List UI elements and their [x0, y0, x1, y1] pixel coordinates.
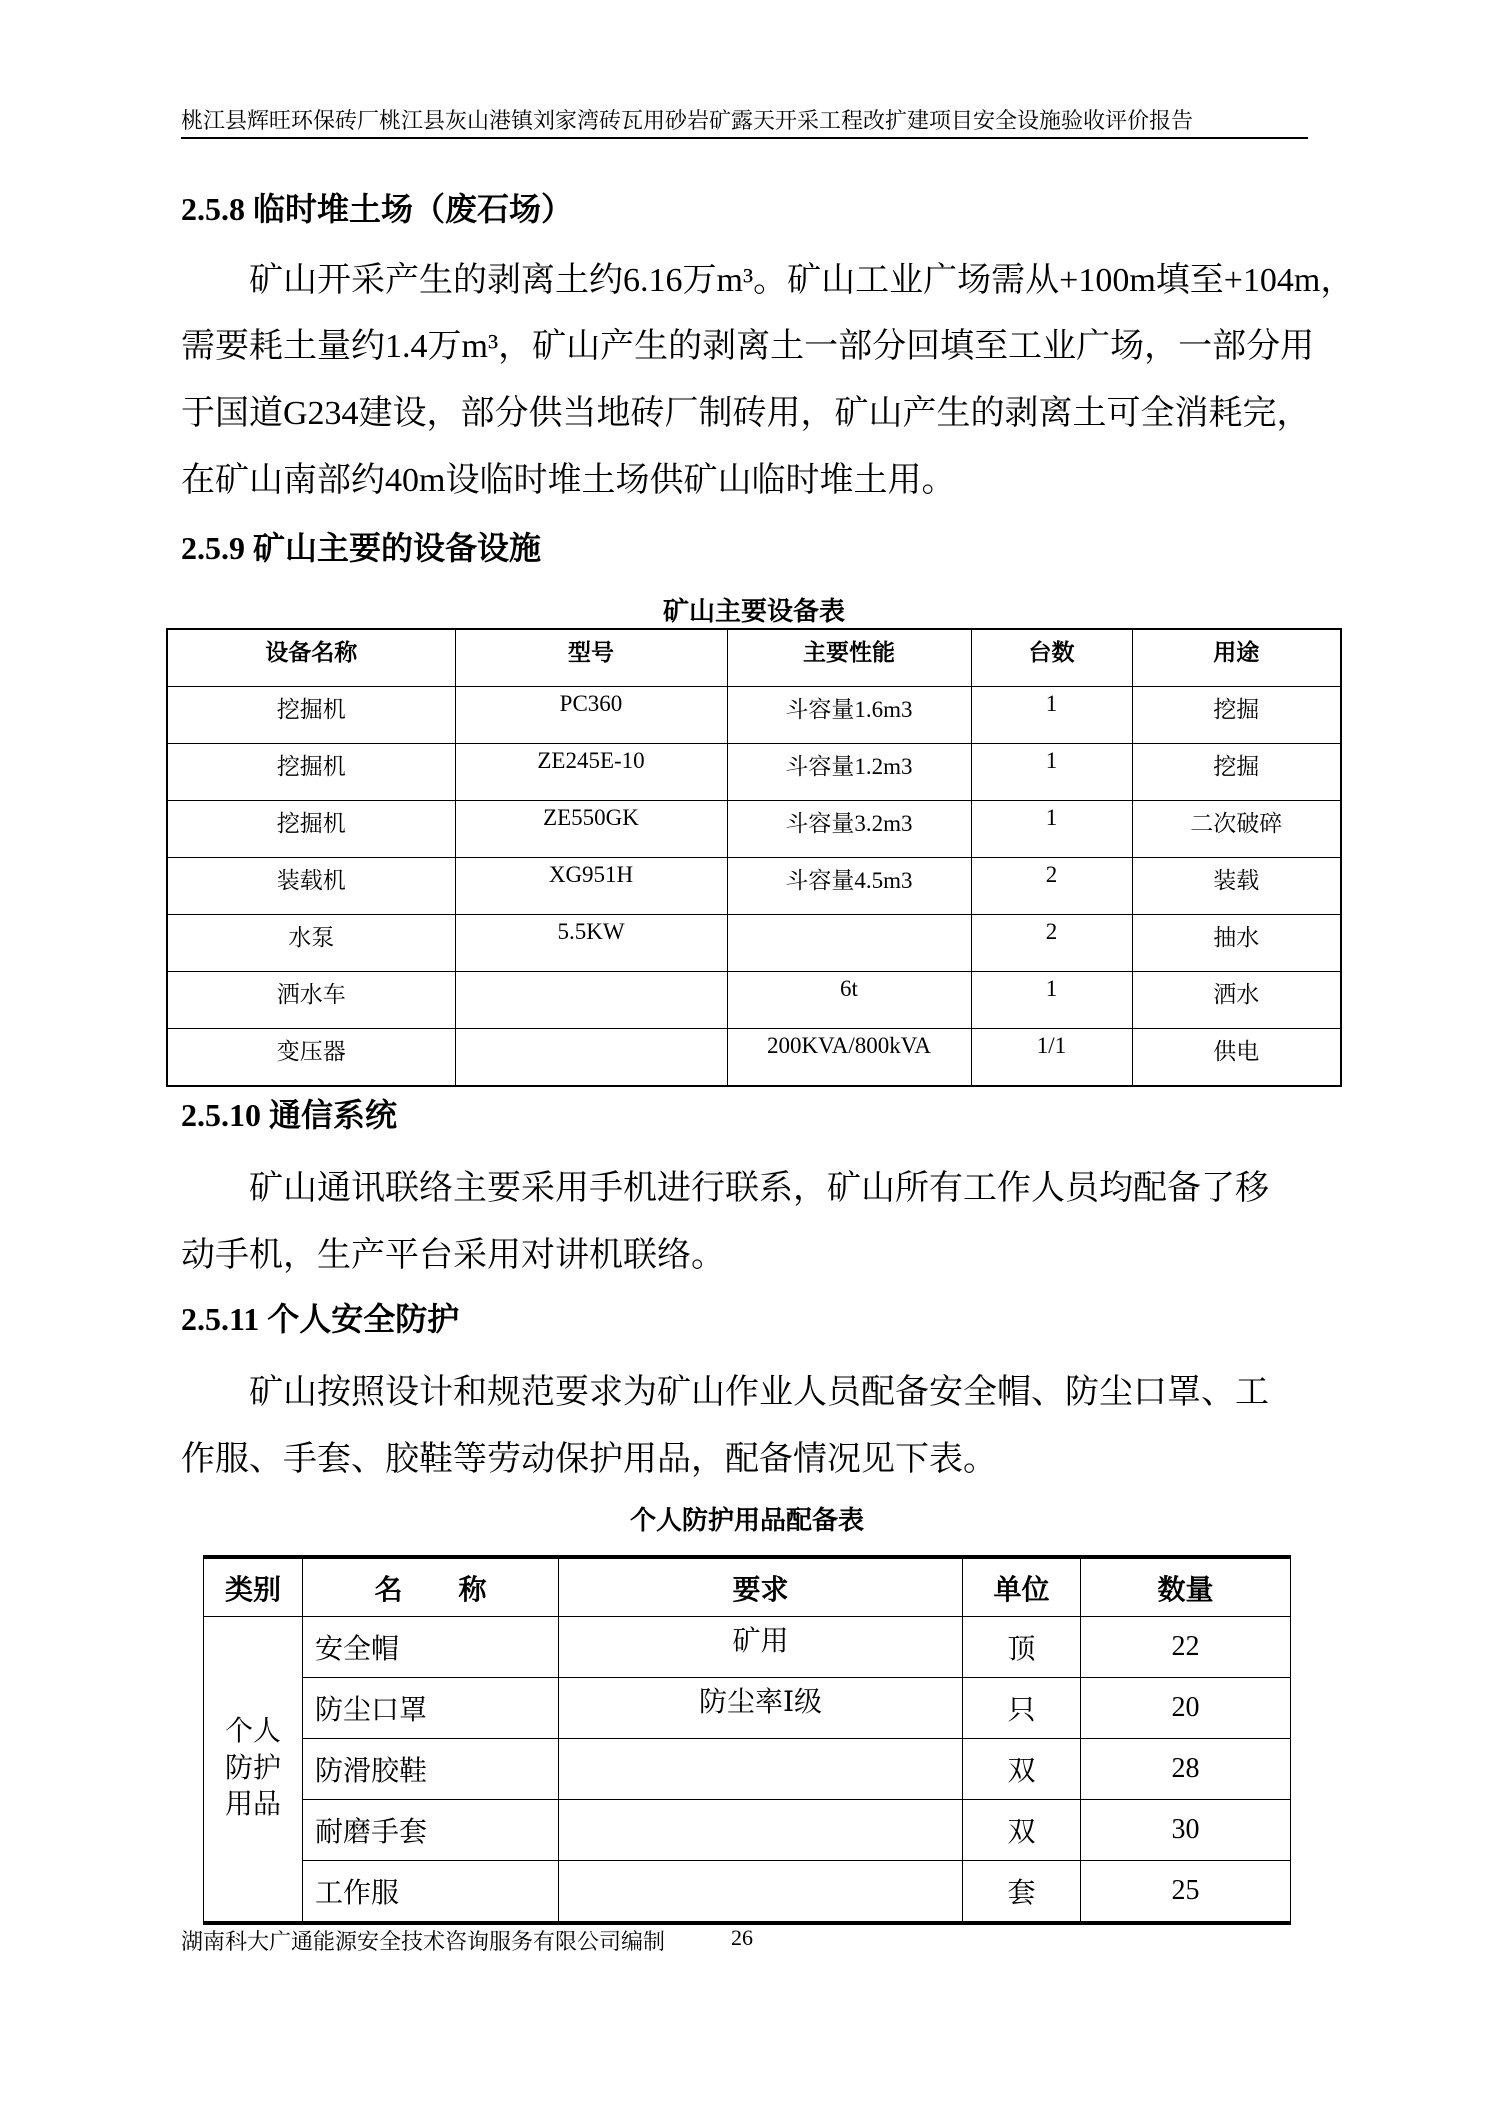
table-caption: 个人防护用品配备表: [629, 1506, 864, 1535]
table-cell: 22: [1081, 1617, 1291, 1678]
table-cell: 防滑胶鞋: [303, 1739, 559, 1800]
paragraph-line: 需要耗土量约1.4万m³，矿山产生的剥离土一部分回填至工业广场，一部分用: [181, 328, 1315, 365]
table-cell: 工作服: [303, 1861, 559, 1924]
table-cell: 双: [963, 1739, 1081, 1800]
table-cell: 28: [1081, 1739, 1291, 1800]
table-cell: 装载机: [167, 858, 455, 915]
paragraph-line: 矿山通讯联络主要采用手机进行联系，矿山所有工作人员均配备了移: [249, 1170, 1269, 1207]
equipment-table: [166, 628, 1342, 1087]
table-cell: 装载: [1132, 858, 1341, 915]
table-cell: 1: [971, 801, 1132, 858]
table-cell: 1: [971, 687, 1132, 744]
column-header: 主要性能: [727, 629, 971, 687]
table-row: [204, 1678, 1291, 1739]
table-cell: [455, 972, 727, 1029]
column-header: 单位: [963, 1557, 1081, 1617]
table-row: [167, 801, 1341, 858]
table-cell: 挖掘机: [167, 801, 455, 858]
table-cell: 斗容量4.5m3: [727, 858, 971, 915]
table-cell: 斗容量1.6m3: [727, 687, 971, 744]
column-header: 设备名称: [167, 629, 455, 687]
table-cell: 变压器: [167, 1029, 455, 1087]
table-cell: 洒水: [1132, 972, 1341, 1029]
table-header-row: [204, 1557, 1291, 1617]
column-header: 型号: [455, 629, 727, 687]
table-caption: 矿山主要设备表: [662, 597, 845, 626]
paragraph-line: 动手机，生产平台采用对讲机联络。: [181, 1237, 725, 1274]
table-cell: 6t: [727, 972, 971, 1029]
table-cell: 2: [971, 915, 1132, 972]
table-cell: 1: [971, 972, 1132, 1029]
column-header: 要求: [559, 1557, 963, 1617]
paragraph-line: 于国道G234建设，部分供当地砖厂制砖用，矿山产生的剥离土可全消耗完，: [181, 395, 1311, 432]
table-cell: 1: [971, 744, 1132, 801]
table-cell: PC360: [455, 687, 727, 744]
table-cell: 防尘口罩: [303, 1678, 559, 1739]
table-cell: 防尘率Ⅰ级: [559, 1678, 963, 1739]
paragraph-line: 矿山按照设计和规范要求为矿山作业人员配备安全帽、防尘口罩、工: [249, 1374, 1269, 1411]
column-header: 用途: [1132, 629, 1341, 687]
column-header: 数量: [1081, 1557, 1291, 1617]
table-cell: 200KVA/800kVA: [727, 1029, 971, 1087]
table-cell: 30: [1081, 1800, 1291, 1861]
table-row: [167, 1029, 1341, 1087]
table-row: [204, 1861, 1291, 1924]
column-header: 台数: [971, 629, 1132, 687]
table-row: [204, 1800, 1291, 1861]
table-cell: 25: [1081, 1861, 1291, 1924]
column-header: 名 称: [303, 1557, 559, 1617]
table-row: [204, 1617, 1291, 1678]
table-row: [204, 1739, 1291, 1800]
footer-organization: 湖南科大广通能源安全技术咨询服务有限公司编制: [181, 1929, 666, 1954]
category-cell: 个人防护用品: [204, 1617, 303, 1924]
table-row: [167, 744, 1341, 801]
running-header: 桃江县辉旺环保砖厂桃江县灰山港镇刘家湾砖瓦用砂岩矿露天开采工程改扩建项目安全设施验收评价报告: [181, 108, 1194, 133]
table-cell: 挖掘: [1132, 744, 1341, 801]
table-row: [167, 915, 1341, 972]
table-row: [167, 972, 1341, 1029]
table-cell: 斗容量3.2m3: [727, 801, 971, 858]
section-heading-2-5-8: 2.5.8 临时堆土场（废石场）: [181, 191, 574, 227]
ppe-table: [203, 1555, 1291, 1925]
table-cell: 套: [963, 1861, 1081, 1924]
table-cell: 斗容量1.2m3: [727, 744, 971, 801]
paragraph-line: 作服、手套、胶鞋等劳动保护用品，配备情况见下表。: [181, 1441, 997, 1478]
table-cell: [559, 1800, 963, 1861]
table-cell: 洒水车: [167, 972, 455, 1029]
table-cell: 矿用: [559, 1617, 963, 1678]
section-heading-2-5-10: 2.5.10 通信系统: [181, 1097, 398, 1133]
table-cell: 水泵: [167, 915, 455, 972]
paragraph-line: 矿山开采产生的剥离土约6.16万m³。矿山工业广场需从+100m填至+104m，: [249, 262, 1355, 299]
table-cell: 双: [963, 1800, 1081, 1861]
table-cell: 挖掘机: [167, 687, 455, 744]
table-cell: 供电: [1132, 1029, 1341, 1087]
table-cell: 只: [963, 1678, 1081, 1739]
table-cell: ZE550GK: [455, 801, 727, 858]
table-cell: 5.5KW: [455, 915, 727, 972]
table-cell: ZE245E-10: [455, 744, 727, 801]
table-cell: 耐磨手套: [303, 1800, 559, 1861]
table-cell: XG951H: [455, 858, 727, 915]
column-header: 类别: [204, 1557, 303, 1617]
paragraph-line: 在矿山南部约40m设临时堆土场供矿山临时堆土用。: [181, 462, 956, 499]
section-heading-2-5-9: 2.5.9 矿山主要的设备设施: [181, 530, 542, 566]
table-cell: 挖掘机: [167, 744, 455, 801]
table-cell: [559, 1739, 963, 1800]
table-cell: 安全帽: [303, 1617, 559, 1678]
page-number: 26: [731, 1925, 753, 1950]
table-cell: 20: [1081, 1678, 1291, 1739]
table-cell: 1/1: [971, 1029, 1132, 1087]
header-rule: [181, 137, 1308, 139]
table-cell: [727, 915, 971, 972]
table-row: [167, 687, 1341, 744]
table-cell: [455, 1029, 727, 1087]
table-cell: 顶: [963, 1617, 1081, 1678]
table-cell: [559, 1861, 963, 1924]
section-heading-2-5-11: 2.5.11 个人安全防护: [181, 1301, 460, 1337]
table-cell: 抽水: [1132, 915, 1341, 972]
table-cell: 挖掘: [1132, 687, 1341, 744]
table-cell: 2: [971, 858, 1132, 915]
table-row: [167, 858, 1341, 915]
table-cell: 二次破碎: [1132, 801, 1341, 858]
table-header-row: [167, 629, 1341, 687]
